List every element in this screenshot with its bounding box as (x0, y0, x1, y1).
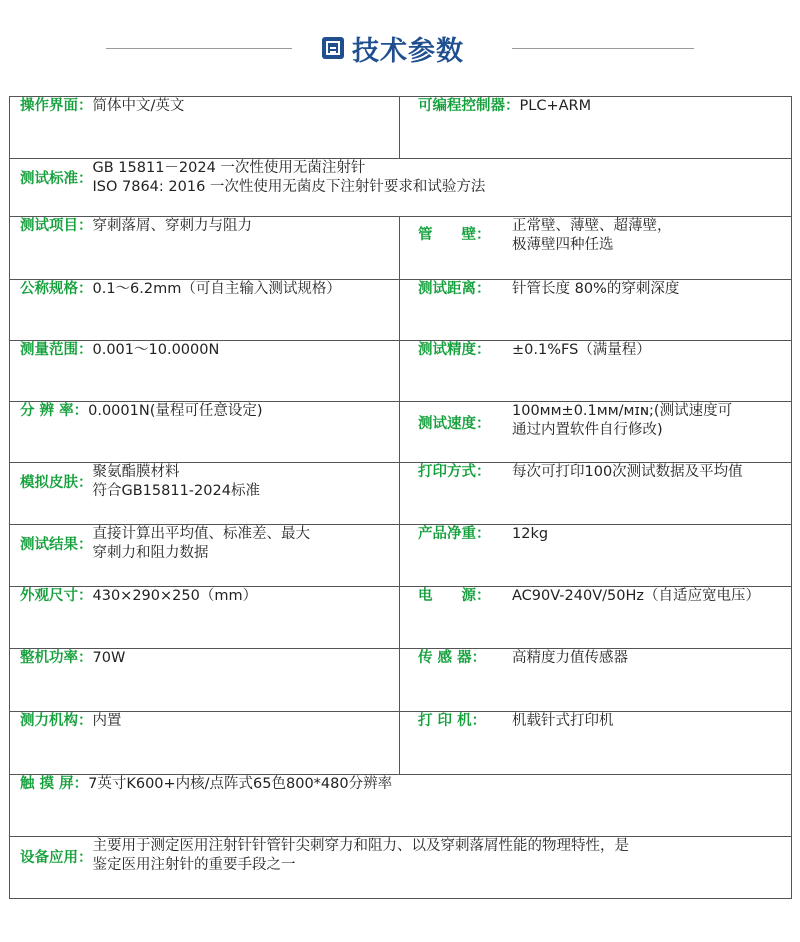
spec-label: 测试速度： (418, 416, 491, 432)
spec-label: 分 辨 率： (20, 403, 89, 419)
spec-cell (400, 341, 792, 402)
spec-cell (10, 712, 400, 775)
spec-cell (10, 341, 400, 402)
spec-cell (10, 775, 792, 837)
spec-label: 打 印 机： (418, 713, 487, 729)
spec-cell (10, 463, 400, 525)
spec-value: 简体中文/英文 (92, 98, 185, 114)
table-row (10, 649, 792, 712)
spec-cell (10, 837, 792, 899)
spec-label: 测试标准： (20, 171, 93, 187)
spec-label: 测试距离： (418, 281, 491, 297)
table-row (10, 280, 792, 341)
header-title-group (322, 30, 464, 66)
header-divider-right (512, 48, 694, 49)
spec-cell (10, 97, 400, 159)
spec-cell (10, 280, 400, 341)
spec-value: 直接计算出平均值、标准差、最大 穿刺力和阻力数据 (92, 526, 310, 561)
spec-cell (400, 525, 792, 587)
table-row (10, 837, 792, 899)
table-row (10, 159, 792, 217)
spec-label: 测试精度： (418, 342, 491, 358)
table-row (10, 463, 792, 525)
spec-value: 70W (92, 650, 126, 666)
table-row (10, 402, 792, 463)
section-header (0, 0, 800, 95)
spec-cell (10, 649, 400, 712)
spec-cell (400, 217, 792, 280)
spec-cell (400, 712, 792, 775)
spec-value: 高精度力值传感器 (512, 650, 628, 666)
spec-label: 传 感 器： (418, 650, 487, 666)
spec-value: 0.1～6.2mm（可自主输入测试规格） (92, 281, 341, 297)
spec-value: AC90V-240V/50Hz（自适应宽电压） (512, 588, 760, 604)
spec-cell (10, 159, 792, 217)
spec-value: 针管长度 80%的穿刺深度 (512, 281, 680, 297)
spec-label: 电 源： (418, 588, 491, 604)
spec-label: 管 壁： (418, 227, 491, 243)
table-row (10, 525, 792, 587)
table-row (10, 217, 792, 280)
spec-cell (400, 97, 792, 159)
spec-cell (400, 280, 792, 341)
spec-value: 每次可打印100次测试数据及平均值 (512, 464, 743, 480)
spec-value: 穿刺落屑、穿刺力与阻力 (92, 218, 252, 234)
spec-value: 7英寸K600+内核/点阵式65色800*480分辨率 (88, 776, 393, 792)
spec-label: 设备应用： (20, 850, 93, 866)
spec-label: 测试结果： (20, 537, 93, 553)
table-row (10, 712, 792, 775)
table-row (10, 97, 792, 159)
spec-value: 100ᴍᴍ±0.1ᴍᴍ/ᴍɪɴ;(测试速度可 通过内置软件自行修改) (512, 403, 733, 438)
spec-value: 机载针式打印机 (512, 713, 614, 729)
spec-label: 公称规格： (20, 281, 93, 297)
table-row (10, 341, 792, 402)
spec-label: 操作界面： (20, 98, 93, 114)
spec-cell (10, 217, 400, 280)
header-divider-left (106, 48, 292, 49)
spec-cell (10, 525, 400, 587)
spec-value: GB 15811－2024 一次性使用无菌注射针 ISO 7864: 2016 一次性使用无菌皮下注射针要求和试验方法 (92, 160, 486, 195)
spec-label: 产品净重： (418, 526, 491, 542)
spec-value: 内置 (92, 713, 122, 729)
spec-cell (400, 587, 792, 649)
spec-label: 外观尺寸： (20, 588, 93, 604)
spec-value: 主要用于测定医用注射针针管针尖刺穿力和阻力、以及穿刺落屑性能的物理特性，是 鉴定医用注射针的重要手段之一 (92, 838, 629, 873)
spec-label: 整机功率： (20, 650, 93, 666)
spec-value: ±0.1%FS（满量程） (512, 342, 651, 358)
spec-label: 测试项目： (20, 218, 93, 234)
spec-value: 0.0001N(量程可任意设定) (88, 403, 263, 419)
spec-value: 正常壁、薄壁、超薄壁， 极薄壁四种任选 (512, 218, 672, 253)
spec-value: 0.001～10.0000N (92, 342, 220, 358)
page-title: 技术参数 (352, 35, 464, 67)
spec-cell (10, 587, 400, 649)
document-icon (322, 37, 344, 59)
spec-table (9, 96, 792, 899)
spec-label: 触 摸 屏： (20, 776, 89, 792)
spec-label: 测量范围： (20, 342, 93, 358)
spec-value: 430×290×250（mm） (92, 588, 258, 604)
spec-value: 聚氨酯膜材料 符合GB15811-2024标准 (92, 464, 260, 499)
spec-value: PLC+ARM (519, 98, 592, 114)
spec-cell (400, 463, 792, 525)
spec-cell (400, 649, 792, 712)
table-row (10, 587, 792, 649)
spec-cell (10, 402, 400, 463)
spec-label: 打印方式： (418, 464, 491, 480)
spec-value: 12kg (512, 526, 549, 542)
spec-label: 测力机构： (20, 713, 93, 729)
spec-label: 可编程控制器： (418, 98, 520, 114)
spec-cell (400, 402, 792, 463)
spec-label: 模拟皮肤： (20, 475, 93, 491)
table-row (10, 775, 792, 837)
